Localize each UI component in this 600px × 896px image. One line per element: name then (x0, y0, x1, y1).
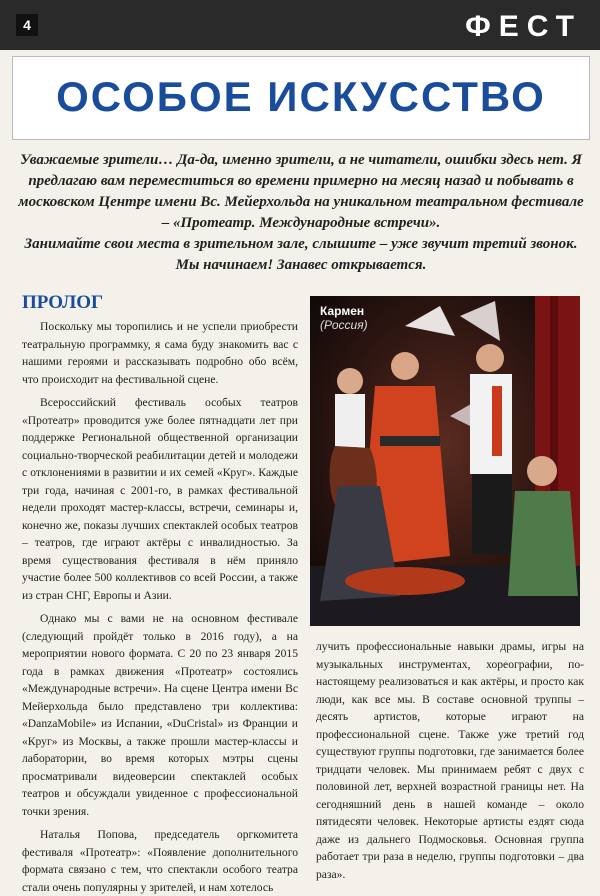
subheading: ПРОЛОГ (22, 292, 104, 313)
photo-illustration (310, 296, 580, 626)
intro-paragraph: Уважаемые зрители… Да-да, именно зрители, а не читатели, ошибки здесь нет. Я предлагаю вам переместиться во времени примерно на месяц назад и побывать в московском Центре имени Вс. Мейерхольда на уникальном театральном фестивале – «Протеатр. Международные встречи». (18, 152, 584, 231)
section-name: ФЕСТ (465, 10, 582, 43)
article-column-right: лучить профессиональные навыки драмы, игры на музыкальных инструментах, хореографии, по-настоящему реализоваться и как актёры, и просто как люди, как все мы. В составе основной труппы – десять артистов, которые играют на профессиональной сцене. Также уже третий год существуют группы подготовки, где занимается более тридцати человек. Мы принимаем ребят с двух с половиной лет, верхней возрастной границы нет. На сегодняшний день в нашей команде – около пятидесяти человек. Некоторые артисты ездят сюда даже из дальнего Подмосковья. Основная группа работает три раза в неделю, группы подготовки – два раза». (316, 640, 584, 881)
body-paragraph: Наталья Попова, председатель оргкомитета фестиваля «Протеатр»: «Появление дополнительного формата связано с тем, что спектакли особого театра стали очень популярны у зрителей, и нам хотелось (22, 828, 298, 894)
header-bar (0, 0, 600, 50)
page-number: 4 (16, 14, 38, 36)
article-column-left (22, 318, 298, 896)
caption-country: (Россия) (320, 318, 368, 332)
article-title: ОСОБОЕ ИСКУССТВО (56, 73, 546, 120)
photo-caption (320, 304, 368, 332)
intro-lead (18, 150, 584, 276)
headline-box (12, 56, 590, 140)
caption-title: Кармен (320, 304, 365, 318)
performance-photo (310, 296, 580, 626)
intro-paragraph: Занимайте свои места в зрительном зале, слышите – уже звучит третий звонок. Мы начинаем! Занавес открывается. (24, 236, 578, 273)
body-paragraph: Всероссийский фестиваль особых театров «Протеатр» проводится уже более пятнадцати лет при поддержке Региональной общественной организации социально-творческой реабилитации детей и молодежи с отклонениями в развитии и их семей «Круг». Каждые три года, начиная с 2001-го, в рамках фестивальной недели проходят мастер-классы, встречи, семинары и, конечно же, показы лучших спектаклей особых театров – театров, где играют актёры с инвалидностью. За время существования фестиваля в нём приняло участие более 500 коллективов со всей России, а также из стран СНГ, Европы и Азии. (22, 396, 298, 602)
body-paragraph: Поскольку мы торопились и не успели приобрести театральную программку, я сама буду знакомить вас с нашими героями и рассказывать подробно обо всём, что происходит на фестивальной сцене. (22, 320, 298, 386)
body-paragraph: Однако мы с вами не на основном фестивале (следующий пройдёт только в 2016 году), а на мероприятии нового формата. С 20 по 23 января 2015 года в рамках движения «Протеатр» состоялись «Международные встречи». На сцене Центра имени Вс Мейерхольда было представлено три коллектива: «DanzaMobile» из Испании, «DuCristal» из Франции и «Круг» из Москвы, а также прошли мастер-классы и лаборатории, во время которых мэтры сцены просматривали видеоверсии спектаклей особых театров и обсуждали увиденное с профессиональной точки зрения. (22, 612, 298, 818)
